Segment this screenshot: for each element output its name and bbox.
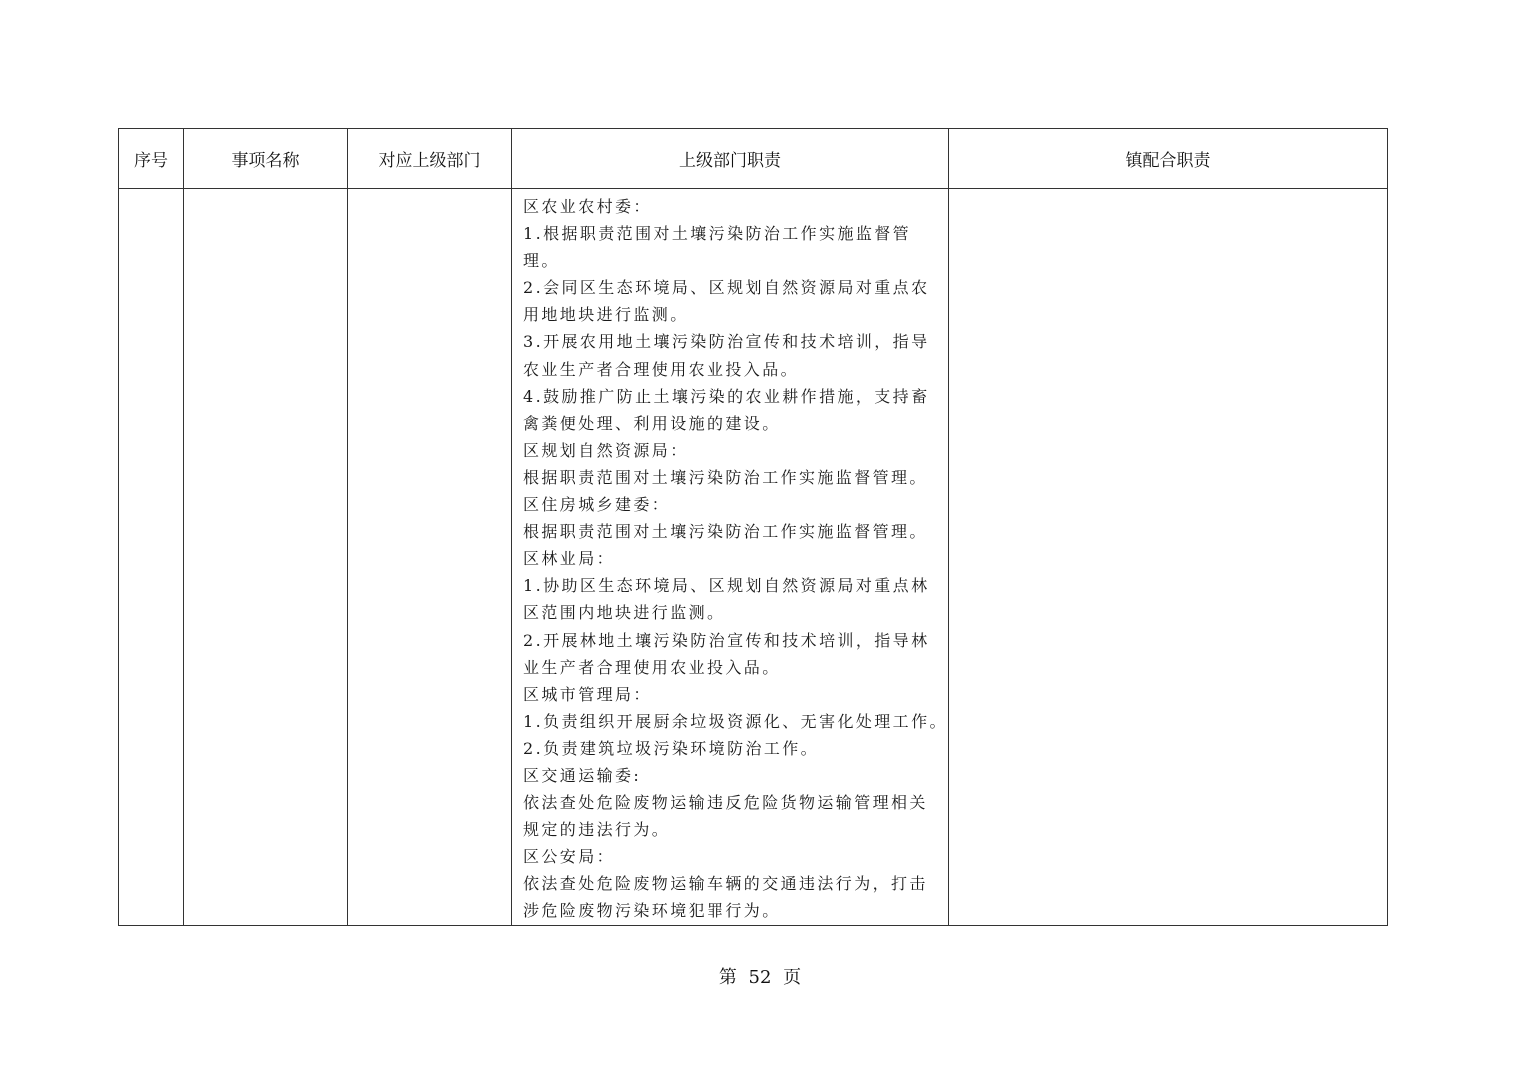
table-header-row <box>119 129 1388 189</box>
duty-line: 2.开展林地土壤污染防治宣传和技术培训，指导林 <box>523 630 930 650</box>
duty-line: 区城市管理局： <box>523 684 652 704</box>
duty-line: 4.鼓励推广防止土壤污染的农业耕作措施，支持畜 <box>523 386 930 406</box>
duty-line: 禽粪便处理、利用设施的建设。 <box>523 413 781 433</box>
duty-line: 区交通运输委: <box>523 765 642 785</box>
header-item-name: 事项名称 <box>184 129 348 189</box>
duty-line: 依法查处危险废物运输违反危险货物运输管理相关 <box>523 793 928 813</box>
duty-line: 业生产者合理使用农业投入品。 <box>523 657 781 677</box>
duty-line: 1.协助区生态环境局、区规划自然资源局对重点林 <box>523 576 930 596</box>
header-town-duty: 镇配合职责 <box>949 129 1388 189</box>
duty-line: 区农业农村委： <box>523 197 652 216</box>
duty-line: 涉危险废物污染环境犯罪行为。 <box>523 901 781 921</box>
duty-line: 根据职责范围对土壤污染防治工作实施监督管理。 <box>523 522 928 542</box>
table-row <box>119 189 1388 926</box>
duty-line: 1.根据职责范围对土壤污染防治工作实施监督管 <box>523 224 912 244</box>
duty-line: 依法查处危险废物运输车辆的交通违法行为，打击 <box>523 874 928 894</box>
duty-line: 1.负责组织开展厨余垃圾资源化、无害化处理工作。 <box>523 711 948 731</box>
cell-superior-dept <box>348 189 512 926</box>
duty-line: 根据职责范围对土壤污染防治工作实施监督管理。 <box>523 467 928 487</box>
header-seq: 序号 <box>119 129 184 189</box>
duty-line: 区规划自然资源局： <box>523 440 689 460</box>
duty-line: 用地地块进行监测。 <box>523 305 689 325</box>
duty-line: 区公安局： <box>523 847 616 867</box>
superior-duty-list <box>523 193 948 925</box>
header-superior-dept: 对应上级部门 <box>348 129 512 189</box>
duty-line: 规定的违法行为。 <box>523 820 671 840</box>
cell-item-name <box>184 189 348 926</box>
duty-line: 区住房城乡建委： <box>523 495 671 515</box>
header-superior-duty: 上级部门职责 <box>512 129 949 189</box>
duty-table <box>118 128 1388 926</box>
page-number: 第 52 页 <box>718 967 802 988</box>
duty-line: 农业生产者合理使用农业投入品。 <box>523 359 800 379</box>
duty-line: 理。 <box>523 251 560 271</box>
duty-line: 区范围内地块进行监测。 <box>523 603 726 623</box>
duty-line: 3.开展农用地土壤污染防治宣传和技术培训，指导 <box>523 332 930 352</box>
cell-seq <box>119 189 184 926</box>
duty-line: 2.会同区生态环境局、区规划自然资源局对重点农 <box>523 278 930 298</box>
duty-line: 区林业局： <box>523 549 616 569</box>
cell-superior-duty <box>512 189 949 926</box>
cell-town-duty <box>949 189 1388 926</box>
duty-line: 2.负责建筑垃圾污染环境防治工作。 <box>523 738 820 758</box>
